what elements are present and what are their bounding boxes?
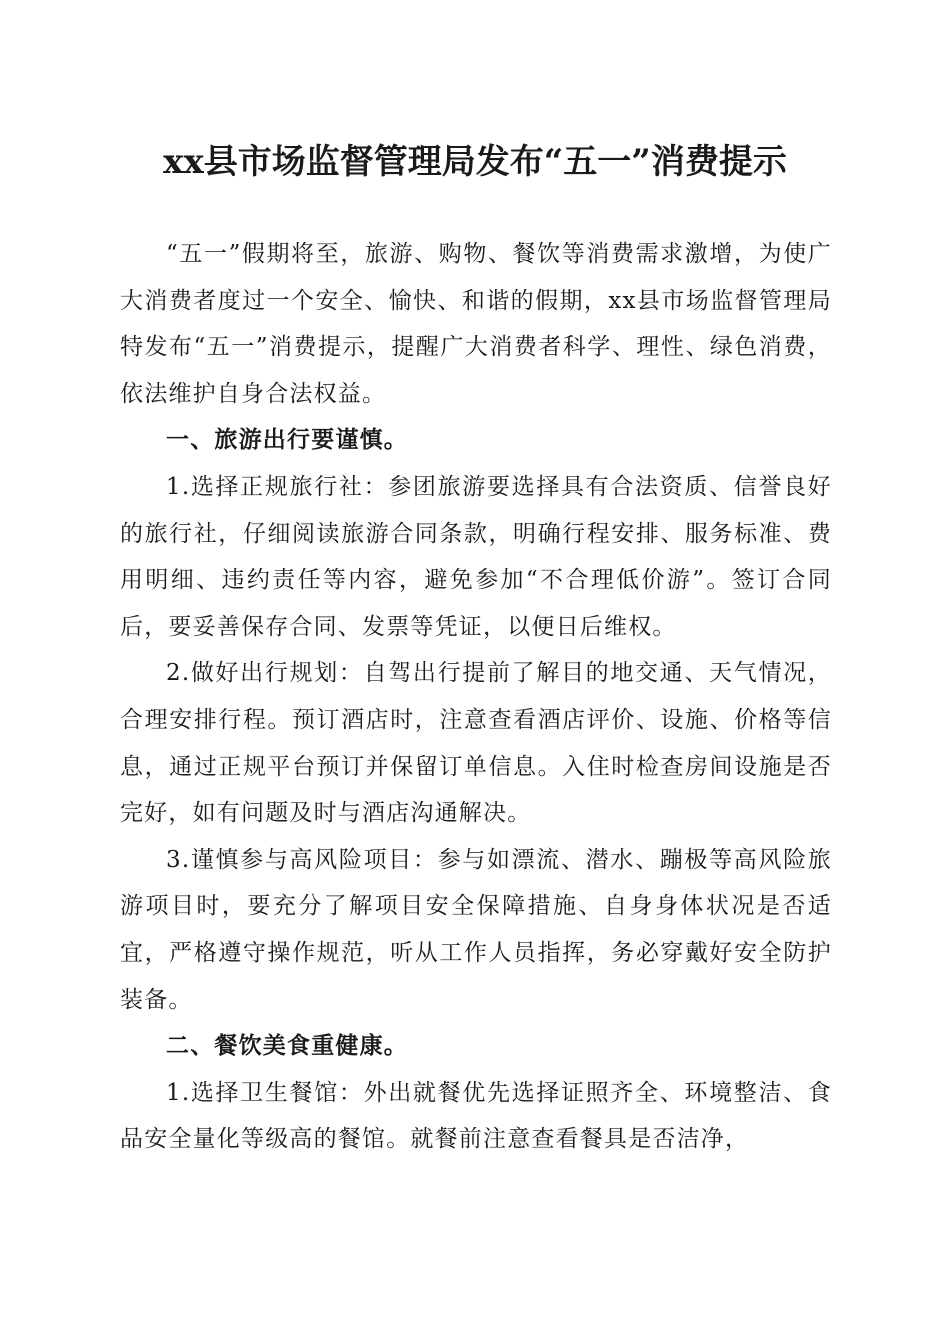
travel-item-2: 2.做好出行规划：自驾出行提前了解目的地交通、天气情况，合理安排行程。预订酒店时，注意查看酒店评价、设施、价格等信息，通过正规平台预订并保留订单信息。入住时检查房间设施是否完好，如有问题及时与酒店沟通解决。 [120, 660, 832, 827]
document-body [120, 231, 832, 1163]
intro-paragraph: “五一”假期将至，旅游、购物、餐饮等消费需求激增，为使广大消费者度过一个安全、愉快、和谐的假期，xx县市场监督管理局特发布“五一”消费提示，提醒广大消费者科学、理性、绿色消费，依法维护自身合法权益。 [120, 241, 832, 407]
page-title: xx县市场监督管理局发布“五一”消费提示 [163, 142, 787, 182]
section-heading-dining: 二、餐饮美食重健康。 [166, 1032, 408, 1060]
travel-item-3: 3.谨慎参与高风险项目：参与如漂流、潜水、蹦极等高风险旅游项目时，要充分了解项目安全保障措施、自身身体状况是否适宜，严格遵守操作规范，听从工作人员指挥，务必穿戴好安全防护装备。 [120, 846, 832, 1013]
travel-item-1: 1.选择正规旅行社：参团旅游要选择具有合法资质、信誉良好的旅行社，仔细阅读旅游合同条款，明确行程安排、服务标准、费用明细、违约责任等内容，避免参加“不合理低价游”。签订合同后，要妥善保存合同、发票等凭证，以便日后维权。 [120, 473, 832, 640]
section-heading-travel: 一、旅游出行要谨慎。 [166, 426, 408, 454]
dining-item-1: 1.选择卫生餐馆：外出就餐优先选择证照齐全、环境整洁、食品安全量化等级高的餐馆。就餐前注意查看餐具是否洁净， [120, 1079, 832, 1153]
